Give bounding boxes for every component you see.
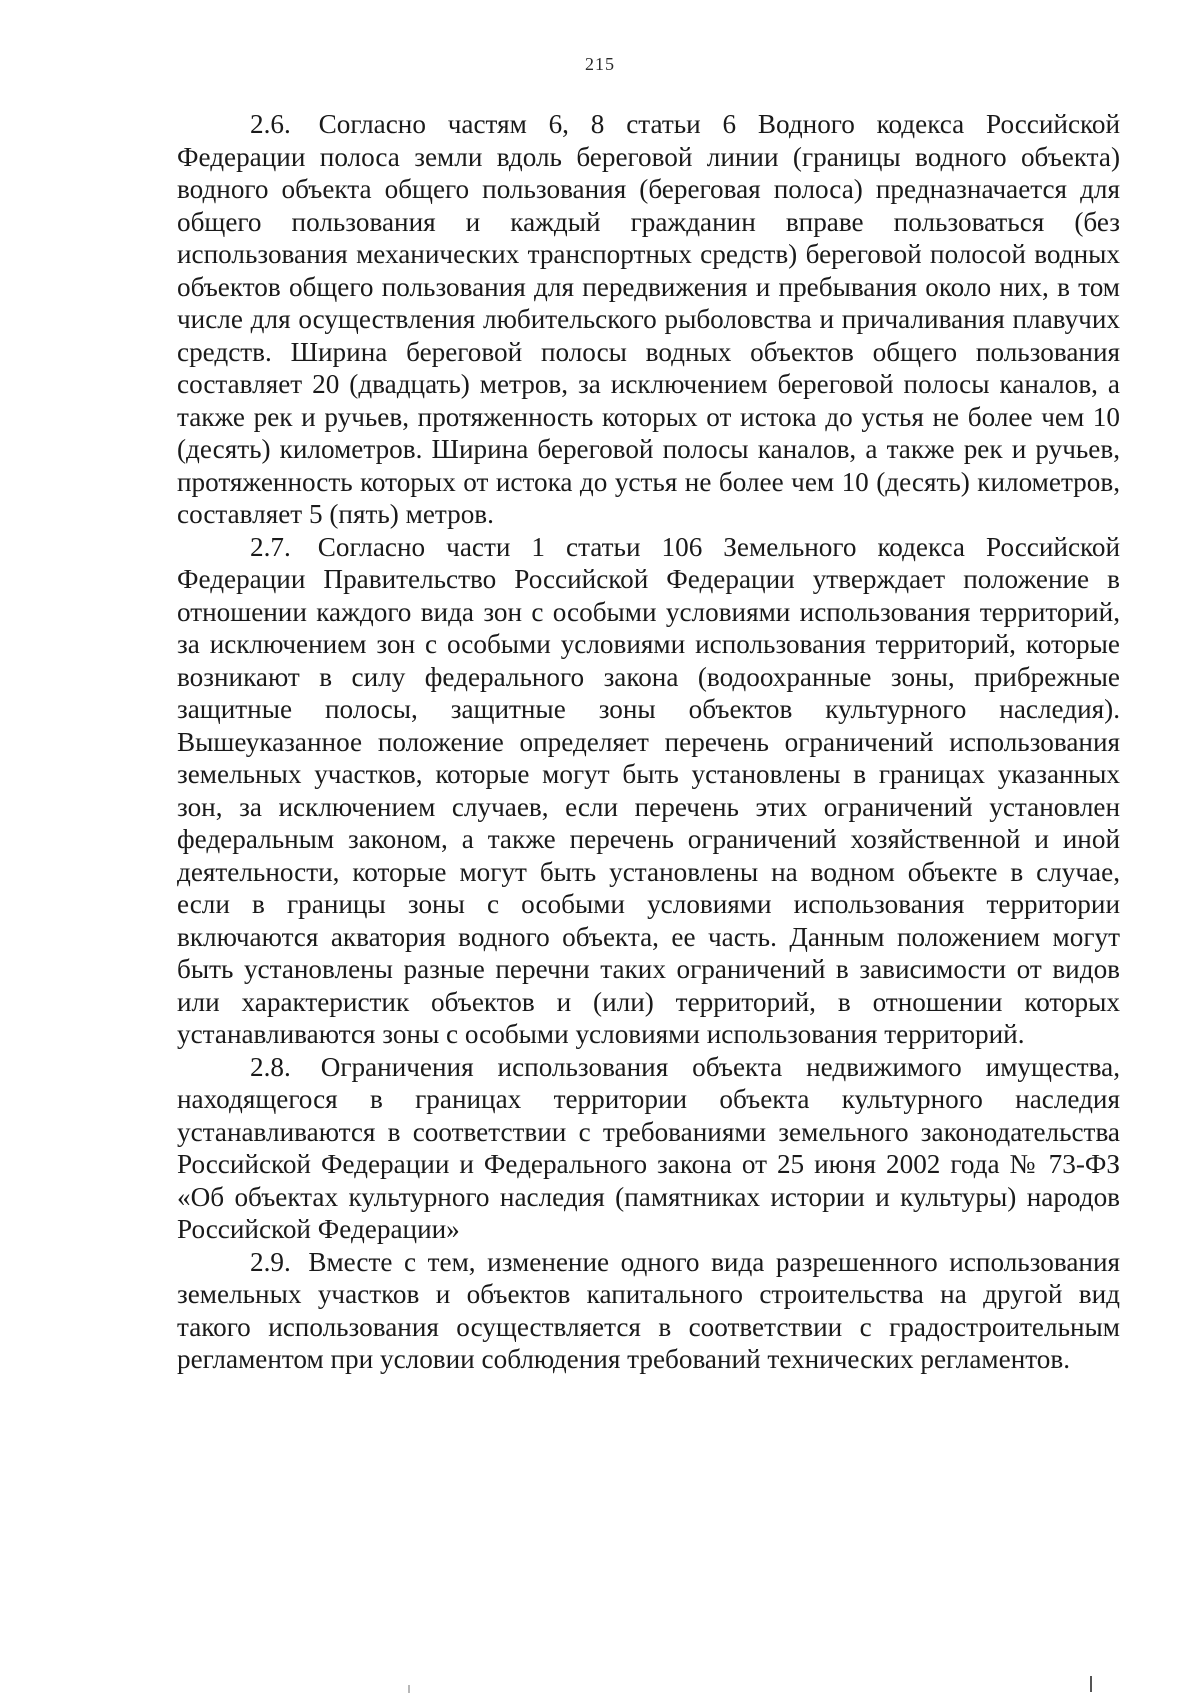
- paragraph-number: 2.8.: [250, 1051, 291, 1082]
- paragraph-text: Ограничения использования объекта недвижимого имущества, находящегося в границах территории объекта культурного наследия устанавливаются в соответствии с требованиями земельного законодательства Российской Федерации и Федерального закона от 25 июня 2002 года № 73-ФЗ «Об объектах культурного наследия (памятниках истории и культуры) народов Российской Федерации»: [177, 1051, 1121, 1244]
- paragraph-2-7: [177, 531, 1120, 1051]
- paragraph-number: 2.9.: [250, 1246, 291, 1277]
- scan-artifact: [408, 1685, 410, 1693]
- paragraph-2-8: [177, 1051, 1120, 1246]
- scan-artifact: [1090, 1676, 1092, 1692]
- paragraph-number: 2.7.: [250, 531, 291, 562]
- paragraph-2-6: [177, 108, 1120, 531]
- page-number: 215: [585, 54, 615, 74]
- paragraph-text: Вместе с тем, изменение одного вида разрешенного использования земельных участков и объектов капитального строительства на другой вид такого использования осуществляется в соответствии с градостроительным регламентом при условии соблюдения требований технических регламентов.: [177, 1246, 1120, 1374]
- document-body: [177, 108, 1120, 1376]
- paragraph-2-9: [177, 1246, 1120, 1376]
- paragraph-text: Согласно части 1 статьи 106 Земельного кодекса Российской Федерации Правительство Российской Федерации утверждает положение в отношении каждого вида зон с особыми условиями использования территорий, за исключением зон с особыми условиями использования территорий, которые возникают в силу федерального закона (водоохранные зоны, прибрежные защитные полосы, защитные зоны объектов культурного наследия). Вышеуказанное положение определяет перечень ограничений использования земельных участков, которые могут быть установлены в границах указанных зон, за исключением случаев, если перечень этих ограничений установлен федеральным законом, а также перечень ограничений хозяйственной и иной деятельности, которые могут быть установлены на водном объекте в случае, если в границы зоны с особыми условиями использования территории включаются акватория водного объекта, ее часть. Данным положением могут быть установлены разные перечни таких ограничений в зависимости от видов или характеристик объектов и (или) территорий, в отношении которых устанавливаются зоны с особыми условиями использования территорий.: [177, 531, 1120, 1049]
- paragraph-text: Согласно частям 6, 8 статьи 6 Водного кодекса Российской Федерации полоса земли вдоль береговой линии (границы водного объекта) водного объекта общего пользования (береговая полоса) предназначается для общего пользования и каждый гражданин вправе пользоваться (без использования механических транспортных средств) береговой полосой водных объектов общего пользования для передвижения и пребывания около них, в том числе для осуществления любительского рыболовства и причаливания плавучих средств. Ширина береговой полосы водных объектов общего пользования составляет 20 (двадцать) метров, за исключением береговой полосы каналов, а также рек и ручьев, протяженность которых от истока до устья не более чем 10 (десять) километров. Ширина береговой полосы каналов, а также рек и ручьев, протяженность которых от истока до устья не более чем 10 (десять) километров, составляет 5 (пять) метров.: [177, 109, 1120, 529]
- paragraph-number: 2.6.: [250, 109, 291, 139]
